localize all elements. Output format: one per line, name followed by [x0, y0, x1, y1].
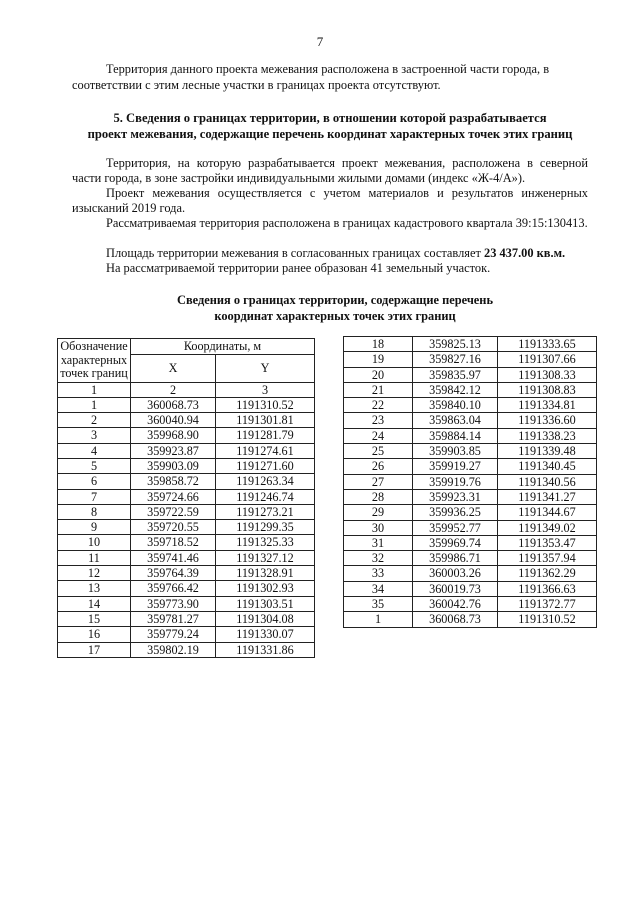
area-value: 23 437.00 кв.м. [484, 246, 566, 260]
header-x: X [131, 354, 216, 382]
point-id-cell: 21 [344, 382, 413, 397]
point-id-cell: 33 [344, 566, 413, 581]
header-col-number-2: 2 [131, 382, 216, 397]
x-cell: 359720.55 [131, 520, 216, 535]
x-cell: 359835.97 [413, 367, 498, 382]
table-row [58, 550, 315, 565]
table-row [344, 612, 597, 627]
point-id-cell: 4 [58, 443, 131, 458]
point-id-cell: 23 [344, 413, 413, 428]
y-cell: 1191274.61 [216, 443, 315, 458]
y-cell: 1191333.65 [498, 337, 597, 352]
point-id-cell: 19 [344, 352, 413, 367]
x-cell: 359903.85 [413, 444, 498, 459]
x-cell: 359825.13 [413, 337, 498, 352]
y-cell: 1191357.94 [498, 551, 597, 566]
y-cell: 1191302.93 [216, 581, 315, 596]
y-cell: 1191366.63 [498, 581, 597, 596]
section-5-title-line-2: проект межевания, содержащие перечень координат характерных точек этих границ [87, 127, 573, 141]
y-cell: 1191353.47 [498, 535, 597, 550]
y-cell: 1191303.51 [216, 596, 315, 611]
point-id-cell: 10 [58, 535, 131, 550]
point-id-cell: 5 [58, 458, 131, 473]
x-cell: 359884.14 [413, 428, 498, 443]
table-row [58, 397, 315, 412]
point-id-cell: 31 [344, 535, 413, 550]
point-id-cell: 28 [344, 489, 413, 504]
table-row [58, 474, 315, 489]
table-row [344, 581, 597, 596]
point-id-cell: 29 [344, 505, 413, 520]
table-row [344, 505, 597, 520]
table-row [344, 337, 597, 352]
table-caption-line-2: координат характерных точек этих границ [214, 309, 456, 323]
table-row [58, 642, 315, 657]
table-row [58, 504, 315, 519]
x-cell: 359903.09 [131, 458, 216, 473]
y-cell: 1191327.12 [216, 550, 315, 565]
point-id-cell: 18 [344, 337, 413, 352]
point-id-cell: 16 [58, 627, 131, 642]
area-prefix: Площадь территории межевания в согласованных границах составляет [106, 246, 484, 260]
x-cell: 359779.24 [131, 627, 216, 642]
header-coordinates: Координаты, м [131, 339, 315, 355]
table-row [58, 413, 315, 428]
y-cell: 1191330.07 [216, 627, 315, 642]
y-cell: 1191339.48 [498, 444, 597, 459]
table-row [344, 382, 597, 397]
table-row [344, 520, 597, 535]
point-id-cell: 9 [58, 520, 131, 535]
point-id-cell: 15 [58, 611, 131, 626]
y-cell: 1191325.33 [216, 535, 315, 550]
x-cell: 359802.19 [131, 642, 216, 657]
x-cell: 359923.31 [413, 489, 498, 504]
coordinates-table-left [57, 338, 315, 658]
paragraph-cadastral: Рассматриваемая территория расположена в границах кадастрового квартала 39:15:130413. [106, 216, 588, 230]
y-cell: 1191308.33 [498, 367, 597, 382]
table-row [344, 444, 597, 459]
point-id-cell: 3 [58, 428, 131, 443]
y-cell: 1191301.81 [216, 413, 315, 428]
table-row [344, 566, 597, 581]
table-row [58, 443, 315, 458]
y-cell: 1191362.29 [498, 566, 597, 581]
x-cell: 359936.25 [413, 505, 498, 520]
table-row [344, 551, 597, 566]
page-number: 7 [316, 34, 324, 49]
table-row [58, 535, 315, 550]
y-cell: 1191338.23 [498, 428, 597, 443]
intro-line-1: Территория данного проекта межевания расположена в застроенной части города, в [106, 62, 550, 76]
table-row [344, 352, 597, 367]
x-cell: 359718.52 [131, 535, 216, 550]
y-cell: 1191271.60 [216, 458, 315, 473]
point-id-cell: 32 [344, 551, 413, 566]
table-row [344, 535, 597, 550]
y-cell: 1191344.67 [498, 505, 597, 520]
point-id-cell: 12 [58, 566, 131, 581]
x-cell: 359923.87 [131, 443, 216, 458]
point-id-cell: 17 [58, 642, 131, 657]
y-cell: 1191334.81 [498, 398, 597, 413]
y-cell: 1191310.52 [498, 612, 597, 627]
y-cell: 1191304.08 [216, 611, 315, 626]
y-cell: 1191340.56 [498, 474, 597, 489]
paragraph-surveys: Проект межевания осуществляется с учетом материалов и результатов инженерных изысканий 2019 года. [72, 186, 588, 215]
table-row [58, 611, 315, 626]
x-cell: 359764.39 [131, 566, 216, 581]
table-row [58, 581, 315, 596]
point-id-cell: 1 [58, 397, 131, 412]
table-row [344, 367, 597, 382]
y-cell: 1191263.34 [216, 474, 315, 489]
y-cell: 1191273.21 [216, 504, 315, 519]
table-row [344, 398, 597, 413]
y-cell: 1191246.74 [216, 489, 315, 504]
x-cell: 360003.26 [413, 566, 498, 581]
table-row [58, 520, 315, 535]
x-cell: 359952.77 [413, 520, 498, 535]
point-id-cell: 25 [344, 444, 413, 459]
point-id-cell: 26 [344, 459, 413, 474]
y-cell: 1191281.79 [216, 428, 315, 443]
paragraph-location: Территория, на которую разрабатывается проект межевания, расположена в северной части города, в зоне застройки индивидуальными жилыми домами (индекс «Ж-4/А»). [72, 156, 588, 185]
y-cell: 1191349.02 [498, 520, 597, 535]
point-id-cell: 24 [344, 428, 413, 443]
paragraph-parcels: На рассматриваемой территории ранее образован 41 земельный участок. [106, 261, 491, 275]
table-row [58, 596, 315, 611]
x-cell: 359840.10 [413, 398, 498, 413]
point-id-cell: 6 [58, 474, 131, 489]
y-cell: 1191340.45 [498, 459, 597, 474]
table-caption-line-1: Сведения о границах территории, содержащие перечень [177, 293, 493, 307]
header-designation: Обозначение характерных точек границ [58, 339, 131, 383]
y-cell: 1191336.60 [498, 413, 597, 428]
table-row [344, 474, 597, 489]
x-cell: 359773.90 [131, 596, 216, 611]
y-cell: 1191328.91 [216, 566, 315, 581]
table-row [58, 489, 315, 504]
table-row [58, 458, 315, 473]
y-cell: 1191341.27 [498, 489, 597, 504]
x-cell: 360040.94 [131, 413, 216, 428]
point-id-cell: 13 [58, 581, 131, 596]
y-cell: 1191307.66 [498, 352, 597, 367]
point-id-cell: 34 [344, 581, 413, 596]
x-cell: 359722.59 [131, 504, 216, 519]
point-id-cell: 8 [58, 504, 131, 519]
table-row [58, 627, 315, 642]
x-cell: 359986.71 [413, 551, 498, 566]
x-cell: 360068.73 [131, 397, 216, 412]
section-5-title-line-1: 5. Сведения о границах территории, в отношении которой разрабатывается [113, 111, 547, 125]
x-cell: 359724.66 [131, 489, 216, 504]
table-row [344, 413, 597, 428]
point-id-cell: 14 [58, 596, 131, 611]
y-cell: 1191331.86 [216, 642, 315, 657]
header-col-number-3: 3 [216, 382, 315, 397]
table-row [344, 489, 597, 504]
point-id-cell: 22 [344, 398, 413, 413]
header-y: Y [216, 354, 315, 382]
x-cell: 359842.12 [413, 382, 498, 397]
header-col-number-1: 1 [58, 382, 131, 397]
x-cell: 360042.76 [413, 597, 498, 612]
x-cell: 359919.76 [413, 474, 498, 489]
y-cell: 1191299.35 [216, 520, 315, 535]
table-row [58, 428, 315, 443]
x-cell: 359863.04 [413, 413, 498, 428]
intro-line-2: соответствии с этим лесные участки в границах проекта отсутствуют. [72, 78, 441, 92]
x-cell: 360019.73 [413, 581, 498, 596]
y-cell: 1191310.52 [216, 397, 315, 412]
point-id-cell: 20 [344, 367, 413, 382]
point-id-cell: 35 [344, 597, 413, 612]
table-row [344, 597, 597, 612]
x-cell: 359766.42 [131, 581, 216, 596]
x-cell: 360068.73 [413, 612, 498, 627]
y-cell: 1191308.83 [498, 382, 597, 397]
point-id-cell: 7 [58, 489, 131, 504]
table-row [58, 566, 315, 581]
point-id-cell: 30 [344, 520, 413, 535]
x-cell: 359781.27 [131, 611, 216, 626]
point-id-cell: 1 [344, 612, 413, 627]
x-cell: 359741.46 [131, 550, 216, 565]
point-id-cell: 11 [58, 550, 131, 565]
x-cell: 359969.74 [413, 535, 498, 550]
table-row [344, 428, 597, 443]
x-cell: 359919.27 [413, 459, 498, 474]
x-cell: 359968.90 [131, 428, 216, 443]
point-id-cell: 27 [344, 474, 413, 489]
y-cell: 1191372.77 [498, 597, 597, 612]
coordinates-table-right [343, 336, 597, 628]
paragraph-area [72, 246, 588, 261]
table-row [344, 459, 597, 474]
point-id-cell: 2 [58, 413, 131, 428]
x-cell: 359858.72 [131, 474, 216, 489]
x-cell: 359827.16 [413, 352, 498, 367]
